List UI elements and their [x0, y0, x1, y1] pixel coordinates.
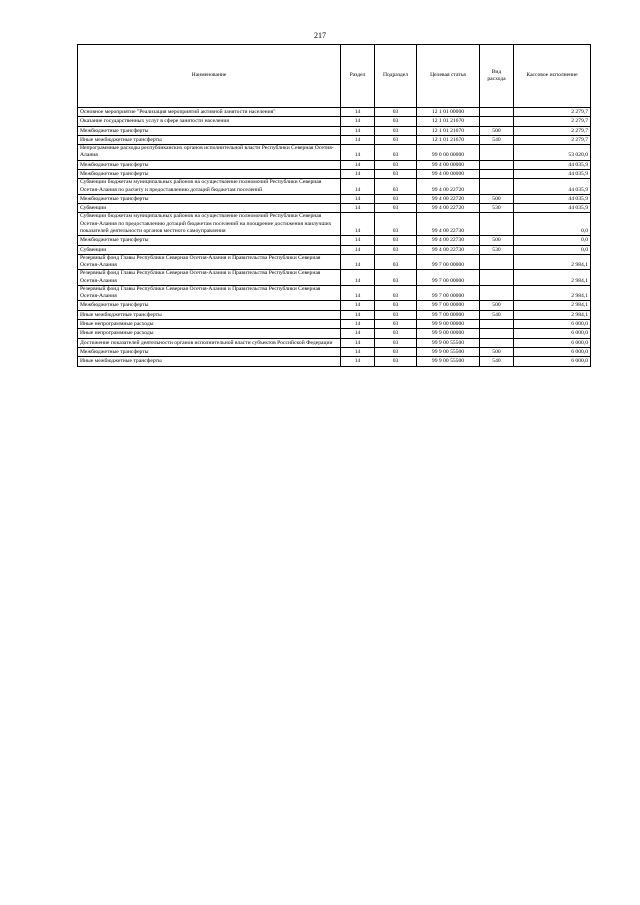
cell-expense-type: 530	[480, 204, 514, 213]
cell-amount: 44 035,9	[514, 179, 591, 195]
cell-expense-type: 540	[480, 135, 514, 144]
cell-section: 14	[341, 285, 375, 301]
cell-name: Субвенции	[78, 245, 341, 254]
cell-name: Иные межбюджетные трансферты	[78, 135, 341, 144]
cell-target-article: 99 4 00 00000	[417, 160, 480, 169]
cell-target-article: 99 9 00 00000	[417, 329, 480, 338]
cell-target-article: 99 7 00 00000	[417, 310, 480, 319]
cell-amount: 44 035,9	[514, 194, 591, 203]
table-header-row	[78, 45, 591, 108]
cell-target-article: 99 7 00 00000	[417, 301, 480, 310]
cell-name: Иные непрограммные расходы	[78, 329, 341, 338]
cell-subsection: 03	[375, 194, 417, 203]
table-row	[78, 254, 591, 270]
cell-amount: 2 984,1	[514, 310, 591, 319]
cell-name: Межбюджетные трансферты	[78, 126, 341, 135]
cell-amount: 2 279,7	[514, 108, 591, 117]
cell-section: 14	[341, 160, 375, 169]
cell-name: Резервный фонд Главы Республики Северная Осетия-Алания и Правительства Республики Северная Осетия-Алания	[78, 270, 341, 286]
cell-name: Непрограммные расходы республиканских органов исполнительной власти Республики Северная Осетия-Алания	[78, 145, 341, 161]
cell-subsection: 03	[375, 357, 417, 366]
cell-name: Иные непрограммные расходы	[78, 320, 341, 329]
cell-subsection: 03	[375, 236, 417, 245]
cell-subsection: 03	[375, 301, 417, 310]
cell-expense-type	[480, 108, 514, 117]
cell-amount: 2 984,1	[514, 270, 591, 286]
table-row	[78, 236, 591, 245]
cell-expense-type	[480, 170, 514, 179]
cell-subsection: 03	[375, 204, 417, 213]
cell-section: 14	[341, 320, 375, 329]
cell-target-article: 99 0 00 00000	[417, 145, 480, 161]
table-row	[78, 357, 591, 366]
cell-amount: 44 035,9	[514, 170, 591, 179]
cell-section: 14	[341, 270, 375, 286]
cell-expense-type	[480, 329, 514, 338]
cell-section: 14	[341, 170, 375, 179]
cell-name: Субвенции бюджетам муниципальных районов на осуществление полномочий Республики Северная Осетия-Алания по расчету и предоставлению дотаций бюджетам поселений	[78, 179, 341, 195]
cell-expense-type	[480, 338, 514, 347]
table-row	[78, 126, 591, 135]
budget-execution-table	[77, 44, 591, 367]
cell-expense-type: 500	[480, 301, 514, 310]
cell-target-article: 99 9 00 55500	[417, 347, 480, 356]
cell-expense-type: 500	[480, 347, 514, 356]
cell-amount: 2 279,7	[514, 126, 591, 135]
cell-subsection: 03	[375, 347, 417, 356]
cell-expense-type: 500	[480, 236, 514, 245]
cell-amount: 0,0	[514, 236, 591, 245]
table-row	[78, 310, 591, 319]
cell-name: Оказание государственных услуг в сфере занятости населения	[78, 117, 341, 126]
cell-subsection: 03	[375, 135, 417, 144]
cell-subsection: 03	[375, 320, 417, 329]
cell-target-article: 12 1 01 00000	[417, 108, 480, 117]
cell-target-article: 99 9 00 55500	[417, 357, 480, 366]
cell-subsection: 03	[375, 245, 417, 254]
table-row	[78, 135, 591, 144]
cell-section: 14	[341, 357, 375, 366]
cell-amount: 0,0	[514, 213, 591, 236]
header-subsection: Подраздел	[375, 45, 417, 108]
cell-section: 14	[341, 135, 375, 144]
cell-name: Резервный фонд Главы Республики Северная Осетия-Алания и Правительства Республики Северная Осетия-Алания	[78, 254, 341, 270]
cell-target-article: 99 4 00 22720	[417, 179, 480, 195]
cell-amount: 44 035,9	[514, 160, 591, 169]
cell-amount: 6 000,0	[514, 357, 591, 366]
cell-amount: 53 020,0	[514, 145, 591, 161]
cell-amount: 2 279,7	[514, 135, 591, 144]
header-name: Наименование	[78, 45, 341, 108]
cell-amount: 6 000,0	[514, 320, 591, 329]
cell-section: 14	[341, 194, 375, 203]
cell-section: 14	[341, 108, 375, 117]
cell-section: 14	[341, 126, 375, 135]
table-row	[78, 108, 591, 117]
table-row	[78, 301, 591, 310]
cell-subsection: 03	[375, 117, 417, 126]
cell-section: 14	[341, 179, 375, 195]
cell-name: Иные межбюджетные трансферты	[78, 357, 341, 366]
cell-expense-type: 500	[480, 194, 514, 203]
cell-section: 14	[341, 347, 375, 356]
table-row	[78, 338, 591, 347]
cell-subsection: 03	[375, 126, 417, 135]
cell-section: 14	[341, 329, 375, 338]
cell-target-article: 12 1 01 21670	[417, 117, 480, 126]
cell-name: Межбюджетные трансферты	[78, 301, 341, 310]
cell-expense-type	[480, 270, 514, 286]
cell-amount: 2 279,7	[514, 117, 591, 126]
cell-expense-type: 530	[480, 245, 514, 254]
cell-target-article: 99 4 00 22730	[417, 245, 480, 254]
cell-section: 14	[341, 338, 375, 347]
cell-name: Основное мероприятие "Реализация мероприятий активной занятости населения"	[78, 108, 341, 117]
cell-subsection: 03	[375, 338, 417, 347]
table-row	[78, 204, 591, 213]
cell-target-article: 99 9 00 55500	[417, 338, 480, 347]
table-row	[78, 285, 591, 301]
cell-amount: 2 984,1	[514, 254, 591, 270]
cell-target-article: 12 1 01 21670	[417, 126, 480, 135]
cell-expense-type	[480, 320, 514, 329]
cell-subsection: 03	[375, 270, 417, 286]
cell-name: Субвенции бюджетам муниципальных районов на осуществление полномочий Республики Северная Осетия-Алания по предоставлению дотаций бюджетам поселений на поощрение достижения наилучших показателей деятельности органов местного самоуправления	[78, 213, 341, 236]
cell-amount: 0,0	[514, 245, 591, 254]
table-row	[78, 213, 591, 236]
cell-amount: 44 035,9	[514, 204, 591, 213]
cell-expense-type: 500	[480, 126, 514, 135]
table-row	[78, 329, 591, 338]
table-row	[78, 270, 591, 286]
cell-subsection: 03	[375, 329, 417, 338]
table-row	[78, 170, 591, 179]
cell-name: Межбюджетные трансферты	[78, 160, 341, 169]
table-row	[78, 320, 591, 329]
cell-subsection: 03	[375, 179, 417, 195]
cell-section: 14	[341, 145, 375, 161]
cell-target-article: 99 7 00 00000	[417, 270, 480, 286]
header-section: Раздел	[341, 45, 375, 108]
cell-target-article: 99 4 00 22720	[417, 194, 480, 203]
cell-expense-type	[480, 179, 514, 195]
header-expense-type: Вид расхода	[480, 45, 514, 108]
cell-name: Резервный фонд Главы Республики Северная Осетия-Алания и Правительства Республики Северная Осетия-Алания	[78, 285, 341, 301]
cell-target-article: 99 4 00 00000	[417, 170, 480, 179]
cell-target-article: 99 9 00 00000	[417, 320, 480, 329]
cell-target-article: 99 7 00 00000	[417, 254, 480, 270]
cell-subsection: 03	[375, 160, 417, 169]
cell-name: Достижение показателей деятельности органов исполнительной власти субъектов Российской Федерации	[78, 338, 341, 347]
table-row	[78, 245, 591, 254]
table-row	[78, 160, 591, 169]
cell-expense-type	[480, 117, 514, 126]
cell-amount: 2 984,1	[514, 301, 591, 310]
cell-section: 14	[341, 117, 375, 126]
table-row	[78, 145, 591, 161]
cell-section: 14	[341, 204, 375, 213]
cell-subsection: 03	[375, 285, 417, 301]
table-row	[78, 179, 591, 195]
cell-section: 14	[341, 213, 375, 236]
cell-name: Межбюджетные трансферты	[78, 170, 341, 179]
cell-target-article: 99 4 00 22720	[417, 204, 480, 213]
cell-target-article: 12 1 01 21670	[417, 135, 480, 144]
cell-subsection: 03	[375, 254, 417, 270]
cell-target-article: 99 4 00 22730	[417, 213, 480, 236]
cell-section: 14	[341, 301, 375, 310]
cell-section: 14	[341, 254, 375, 270]
cell-name: Межбюджетные трансферты	[78, 236, 341, 245]
page-number: 217	[314, 31, 326, 40]
cell-expense-type	[480, 160, 514, 169]
cell-name: Иные межбюджетные трансферты	[78, 310, 341, 319]
header-cash-execution: Кассовое исполнение	[514, 45, 591, 108]
cell-expense-type: 540	[480, 310, 514, 319]
cell-amount: 6 000,0	[514, 338, 591, 347]
cell-section: 14	[341, 245, 375, 254]
cell-expense-type	[480, 213, 514, 236]
cell-expense-type: 540	[480, 357, 514, 366]
table-row	[78, 117, 591, 126]
cell-expense-type	[480, 254, 514, 270]
cell-subsection: 03	[375, 310, 417, 319]
cell-section: 14	[341, 236, 375, 245]
cell-expense-type	[480, 285, 514, 301]
table-row	[78, 194, 591, 203]
cell-subsection: 03	[375, 145, 417, 161]
cell-amount: 2 984,1	[514, 285, 591, 301]
header-target-article: Целевая статья	[417, 45, 480, 108]
cell-target-article: 99 7 00 00000	[417, 285, 480, 301]
cell-target-article: 99 4 00 22730	[417, 236, 480, 245]
cell-amount: 6 000,0	[514, 329, 591, 338]
cell-name: Межбюджетные трансферты	[78, 194, 341, 203]
cell-name: Субвенции	[78, 204, 341, 213]
cell-name: Межбюджетные трансферты	[78, 347, 341, 356]
cell-amount: 6 000,0	[514, 347, 591, 356]
cell-section: 14	[341, 310, 375, 319]
cell-subsection: 03	[375, 213, 417, 236]
cell-subsection: 03	[375, 170, 417, 179]
cell-expense-type	[480, 145, 514, 161]
cell-subsection: 03	[375, 108, 417, 117]
table-row	[78, 347, 591, 356]
